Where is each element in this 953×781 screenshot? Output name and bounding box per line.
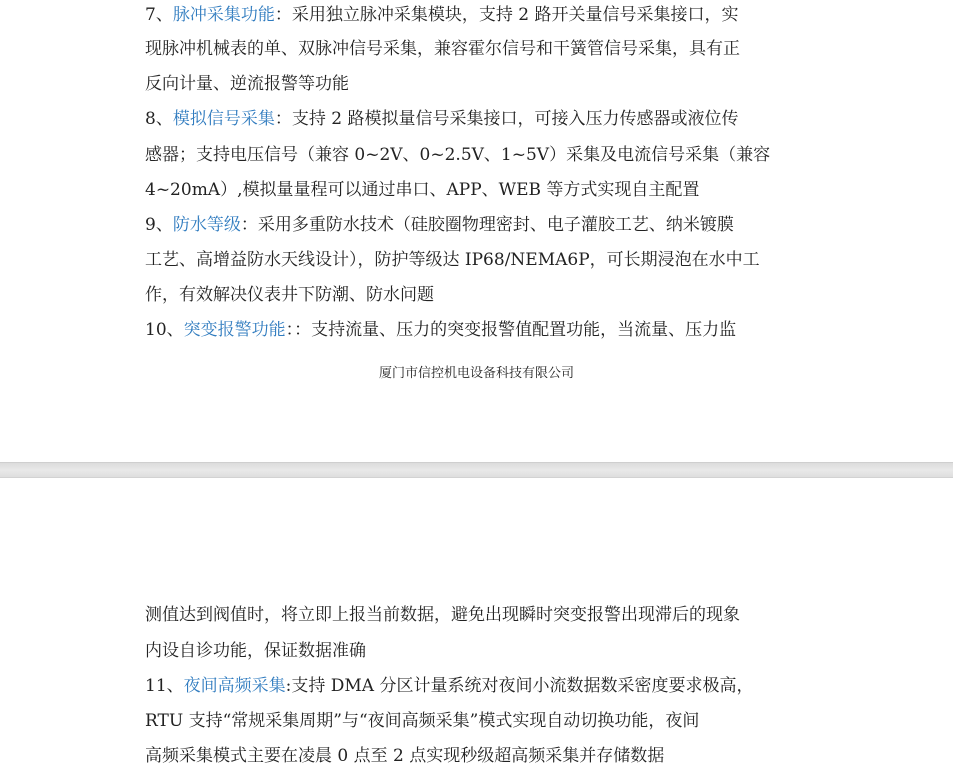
item-8-line-2: 感器；支持电压信号（兼容 0~2V、0~2.5V、1~5V）采集及电流信号采集（兼容 <box>145 145 771 165</box>
item-text: :支持 DMA 分区计量系统对夜间小流数据数采密度要求极高， <box>285 676 754 696</box>
item-7-line-3: 反向计量、逆流报警等功能 <box>145 74 349 94</box>
item-7-line-1 <box>145 4 815 26</box>
item-number: 9、 <box>145 215 173 235</box>
item-11-line-2: RTU 支持“常规采集周期”与“夜间高频采集”模式实现自动切换功能，夜间 <box>145 711 700 731</box>
item-10-line-1 <box>145 319 815 341</box>
item-11-line-1 <box>145 675 815 697</box>
item-7-line-2: 现脉冲机械表的单、双脉冲信号采集，兼容霍尔信号和干簧管信号采集，具有正 <box>145 39 740 59</box>
item-number: 11、 <box>145 676 184 696</box>
item-9-line-3: 作，有效解决仪表井下防潮、防水问题 <box>145 285 434 305</box>
item-number: 8、 <box>145 109 173 129</box>
item-9-line-1 <box>145 214 815 236</box>
item-number: 7、 <box>145 5 173 25</box>
item-title: 突变报警功能 <box>183 320 286 340</box>
page-footer: 厦门市信控机电设备科技有限公司 <box>378 366 574 381</box>
item-11-line-3: 高频采集模式主要在凌晨 0 点至 2 点实现秒级超高频采集并存储数据 <box>145 746 665 766</box>
item-number: 10、 <box>145 320 184 340</box>
item-10-line-3: 内设自诊功能，保证数据准确 <box>145 641 366 661</box>
page-separator <box>0 462 953 478</box>
item-8-line-1 <box>145 108 815 130</box>
item-text: ：采用独立脉冲采集模块，支持 2 路开关量信号采集接口，实 <box>274 5 739 25</box>
item-8-line-3: 4~20mA）,模拟量量程可以通过串口、APP、WEB 等方式实现自主配置 <box>145 180 700 200</box>
item-text: ：支持 2 路模拟量信号采集接口，可接入压力传感器或液位传 <box>274 109 739 129</box>
document-page-2 <box>0 478 953 781</box>
item-title: 防水等级 <box>172 215 241 235</box>
item-10-line-2: 测值达到阀值时，将立即上报当前数据，避免出现瞬时突变报警出现滞后的现象 <box>145 605 740 625</box>
item-9-line-2: 工艺、高增益防水天线设计），防护等级达 IP68/NEMA6P，可长期浸泡在水中工 <box>145 250 760 270</box>
item-text: ：：支持流量、压力的突变报警值配置功能，当流量、压力监 <box>285 320 737 340</box>
item-title: 夜间高频采集 <box>183 676 286 696</box>
item-text: ：采用多重防水技术（硅胶圈物理密封、电子灌胶工艺、纳米镀膜 <box>240 215 734 235</box>
item-title: 脉冲采集功能 <box>172 5 275 25</box>
item-title: 模拟信号采集 <box>172 109 275 129</box>
